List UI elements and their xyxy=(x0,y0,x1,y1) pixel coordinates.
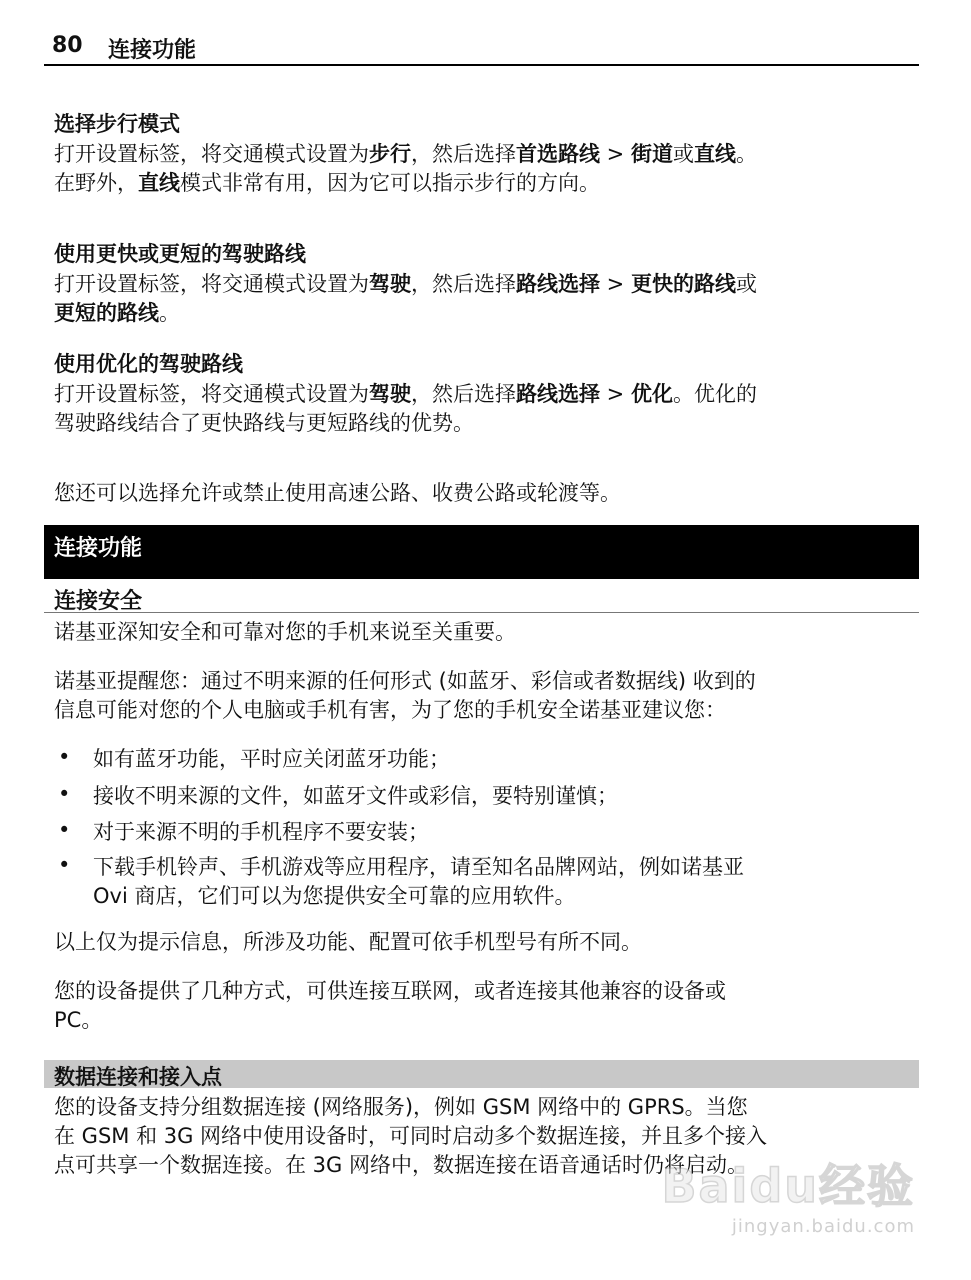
bullet-item-2: 接收不明来源的文件，如蓝牙文件或彩信，要特别谨慎； xyxy=(93,784,618,808)
security-p4-line-1: 您的设备提供了几种方式，可供连接互联网，或者连接其他兼容的设备或 xyxy=(54,979,726,1003)
bullet-item-4-line-2: Ovi 商店，它们可以为您提供安全可靠的应用软件。 xyxy=(93,884,576,908)
bullet-item-4-line-1: 下载手机铃声、手机游戏等应用程序，请至知名品牌网站，例如诺基亚 xyxy=(93,855,744,879)
data-connection-line-1: 您的设备支持分组数据连接 (网络服务)，例如 GSM 网络中的 GPRS。当您 xyxy=(54,1095,748,1119)
opt-line-2: 驾驶路线结合了更快路线与更短路线的优势。 xyxy=(54,411,474,435)
page-header xyxy=(44,30,919,66)
security-p3: 以上仅为提示信息，所涉及功能、配置可依手机型号有所不同。 xyxy=(54,930,642,954)
chapter-title: 连接功能 xyxy=(108,38,197,63)
section-title: 连接功能 xyxy=(54,536,143,561)
security-p2-line-2: 信息可能对您的个人电脑或手机有害，为了您的手机安全诺基亚建议您： xyxy=(54,698,726,722)
walk-paragraph xyxy=(54,140,919,198)
fast-route-paragraph xyxy=(54,270,919,328)
fast-route-heading: 使用更快或更短的驾驶路线 xyxy=(54,242,306,266)
bullet-marker: • xyxy=(58,782,71,806)
security-p4 xyxy=(54,977,919,1035)
security-p1: 诺基亚深知安全和可靠对您的手机来说至关重要。 xyxy=(54,620,516,644)
data-connection-heading: 数据连接和接入点 xyxy=(54,1065,222,1089)
walk-line-2: 在野外，直线模式非常有用，因为它可以指示步行的方向。 xyxy=(54,171,600,195)
security-p2 xyxy=(54,667,919,725)
baidu-logo: Baidu经验 xyxy=(661,1159,915,1213)
page-number: 80 xyxy=(52,33,83,58)
walk-heading: 选择步行模式 xyxy=(54,112,180,136)
bullet-marker: • xyxy=(58,818,71,842)
security-heading: 连接安全 xyxy=(54,589,143,614)
optimized-route-paragraph xyxy=(54,380,919,438)
opt-line-1: 打开设置标签，将交通模式设置为驾驶，然后选择路线选择 > 优化。优化的 xyxy=(54,382,757,406)
bullet-marker: • xyxy=(58,745,71,769)
security-heading-bar xyxy=(44,582,919,613)
section-title-bar xyxy=(44,525,919,579)
also-paragraph: 您还可以选择允许或禁止使用高速公路、收费公路或轮渡等。 xyxy=(54,481,621,505)
bullet-item-3: 对于来源不明的手机程序不要安装； xyxy=(93,820,429,844)
bullet-marker: • xyxy=(58,853,71,877)
optimized-route-heading: 使用优化的驾驶路线 xyxy=(54,352,243,376)
data-connection-line-3: 点可共享一个数据连接。在 3G 网络中，数据连接在语音通话时仍将启动。 xyxy=(54,1153,748,1177)
fast-line-2: 更短的路线。 xyxy=(54,301,180,325)
fast-line-1: 打开设置标签，将交通模式设置为驾驶，然后选择路线选择 > 更快的路线或 xyxy=(54,272,757,296)
bullet-item-4 xyxy=(93,853,913,911)
walk-line-1: 打开设置标签，将交通模式设置为步行，然后选择首选路线 > 街道或直线。 xyxy=(54,142,757,166)
bullet-item-1: 如有蓝牙功能，平时应关闭蓝牙功能； xyxy=(93,747,450,771)
watermark-url: jingyan.baidu.com xyxy=(731,1216,915,1237)
baidu-watermark xyxy=(661,1150,915,1237)
security-p2-line-1: 诺基亚提醒您：通过不明来源的任何形式 (如蓝牙、彩信或者数据线) 收到的 xyxy=(54,669,756,693)
data-connection-line-2: 在 GSM 和 3G 网络中使用设备时，可同时启动多个数据连接，并且多个接入 xyxy=(54,1124,768,1148)
security-p4-line-2: PC。 xyxy=(54,1008,103,1032)
data-connection-heading-bar xyxy=(44,1060,919,1088)
